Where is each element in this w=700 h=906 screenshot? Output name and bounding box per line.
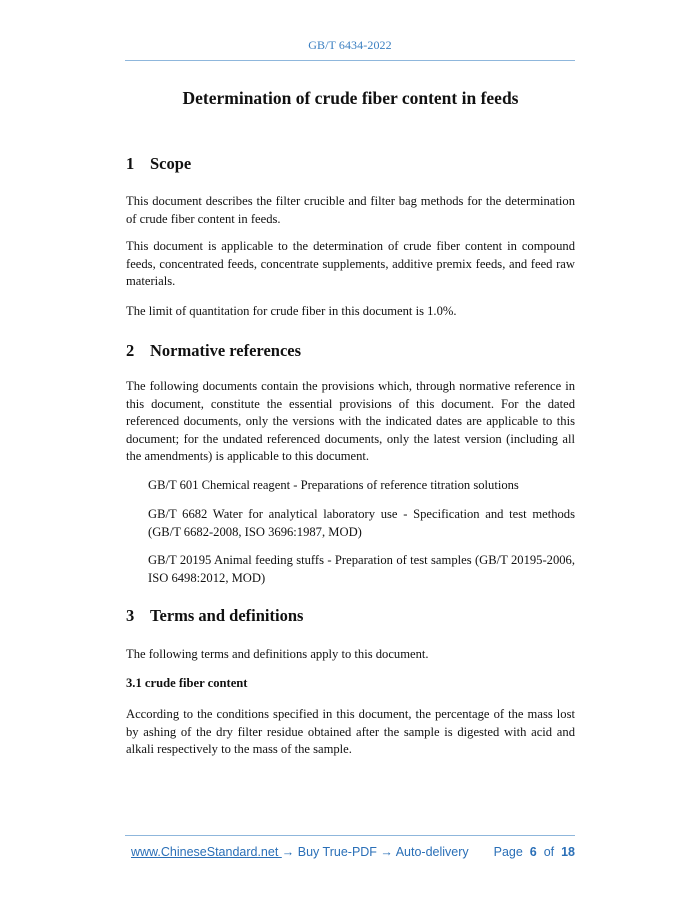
reference-item: GB/T 6682 Water for analytical laboratory use - Specification and test methods (GB/T 6682-2008, ISO 3696:1987, MOD) — [148, 507, 575, 539]
header-standard-code: GB/T 6434-2022 — [308, 38, 392, 52]
section-heading-scope — [126, 154, 191, 174]
reference-item: GB/T 20195 Animal feeding stuffs - Preparation of test samples (GB/T 20195-2006, ISO 6498:2012, MOD) — [148, 553, 575, 585]
reference-item: GB/T 601 Chemical reagent - Preparations of reference titration solutions — [148, 478, 519, 492]
of-label: of — [543, 845, 555, 859]
section-title: Normative references — [150, 341, 302, 360]
terms-intro-paragraph: The following terms and definitions apply to this document. — [126, 647, 429, 661]
section-heading-normative-references — [126, 341, 301, 361]
arrow-right-icon: → — [281, 845, 295, 859]
header-rule — [125, 60, 575, 61]
total-pages-number: 18 — [561, 845, 575, 859]
section-number: 3 — [126, 606, 135, 625]
section-title: Scope — [150, 154, 192, 173]
buy-pdf-text: Buy True-PDF — [294, 845, 381, 859]
section-title: Terms and definitions — [150, 606, 304, 625]
scope-paragraph-2: This document is applicable to the determination of crude fiber content in compound feeds, concentrated feeds, concentrate supplements, additive premix feeds, and feed raw materials. — [126, 239, 575, 288]
footer-rule — [125, 835, 575, 836]
section-number: 2 — [126, 341, 135, 360]
chinesestandard-link[interactable]: www.ChineseStandard.net — [131, 845, 282, 859]
section-number: 1 — [126, 154, 135, 173]
footer-promo — [131, 845, 469, 859]
arrow-right-icon: → — [380, 845, 393, 859]
page-label: Page — [493, 845, 523, 859]
current-page-number: 6 — [529, 845, 537, 859]
normative-intro-paragraph: The following documents contain the provisions which, through normative reference in this document, constitute the essential provisions of this document. For the dated referenced documents, only the versions with the indicated dates are applicable to this document; for the undated referenced documents, only the latest version (including all the amendments) is applicable to this document. — [126, 379, 575, 463]
auto-delivery-text: Auto-delivery — [392, 845, 469, 859]
page-indicator — [494, 845, 575, 859]
scope-paragraph-1: This document describes the filter crucible and filter bag methods for the determination of crude fiber content in feeds. — [126, 194, 575, 226]
scope-paragraph-3: The limit of quantitation for crude fiber in this document is 1.0%. — [126, 304, 457, 318]
document-title: Determination of crude fiber content in feeds — [182, 88, 519, 108]
term-heading-crude-fiber-content: 3.1 crude fiber content — [126, 676, 248, 690]
term-definition-paragraph: According to the conditions specified in this document, the percentage of the mass lost by ashing of the dry filter residue obtained after the sample is digested with acid and alkali respectively to the mass of the sample. — [126, 707, 575, 756]
section-heading-terms-definitions — [126, 606, 303, 626]
